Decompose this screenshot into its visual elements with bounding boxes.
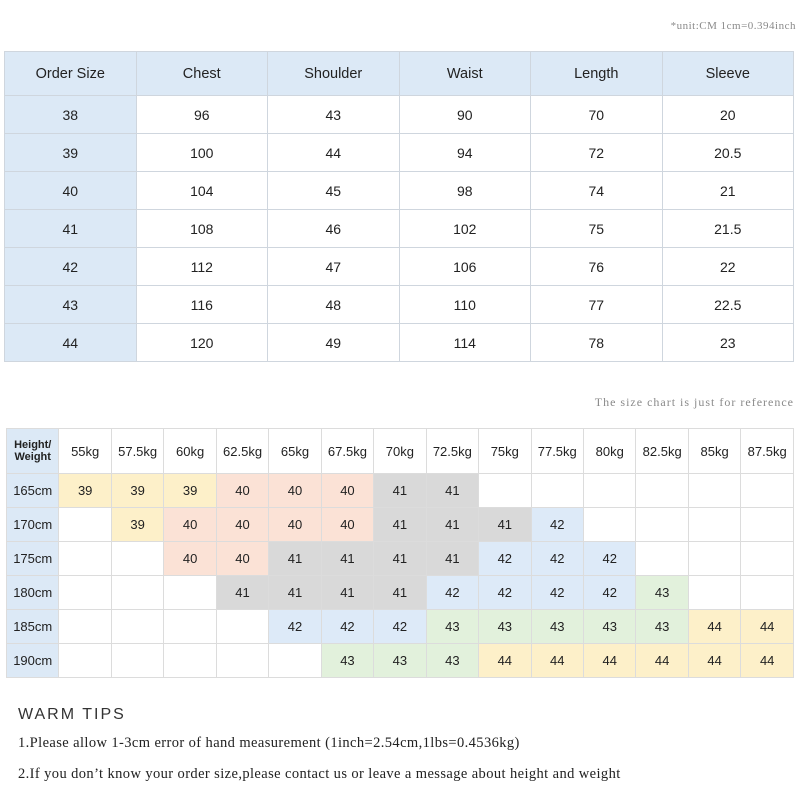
size-recommendation-cell: 43 bbox=[636, 576, 688, 610]
hw-table-row bbox=[7, 542, 794, 576]
size-recommendation-cell: 43 bbox=[531, 610, 583, 644]
size-recommendation-cell: 43 bbox=[374, 644, 426, 678]
measurement-cell: 70 bbox=[531, 96, 663, 134]
measurement-cell: 22.5 bbox=[662, 286, 794, 324]
size-recommendation-cell: 44 bbox=[479, 644, 531, 678]
measurement-cell: 90 bbox=[399, 96, 531, 134]
measurement-cell: 114 bbox=[399, 324, 531, 362]
measurement-cell: 72 bbox=[531, 134, 663, 172]
height-label-cell: 190cm bbox=[7, 644, 59, 678]
warm-tips-title: WARM TIPS bbox=[18, 706, 126, 723]
size-recommendation-cell bbox=[531, 474, 583, 508]
size-recommendation-cell: 41 bbox=[426, 474, 478, 508]
measurement-cell: 22 bbox=[662, 248, 794, 286]
measurement-cell: 106 bbox=[399, 248, 531, 286]
size-recommendation-cell bbox=[688, 576, 740, 610]
height-label-cell: 185cm bbox=[7, 610, 59, 644]
hw-table-row bbox=[7, 508, 794, 542]
size-recommendation-cell bbox=[59, 508, 111, 542]
weight-header-cell: 80kg bbox=[583, 429, 635, 474]
measurement-cell: 78 bbox=[531, 324, 663, 362]
size-table-row bbox=[5, 324, 794, 362]
measurement-cell: 44 bbox=[268, 134, 400, 172]
size-recommendation-cell: 44 bbox=[741, 610, 794, 644]
measurement-cell: 46 bbox=[268, 210, 400, 248]
size-recommendation-cell: 40 bbox=[216, 508, 268, 542]
size-recommendation-cell: 41 bbox=[479, 508, 531, 542]
size-recommendation-cell bbox=[741, 542, 794, 576]
hw-table-row bbox=[7, 610, 794, 644]
order-size-cell: 43 bbox=[5, 286, 137, 324]
size-recommendation-cell bbox=[164, 610, 216, 644]
height-label-cell: 180cm bbox=[7, 576, 59, 610]
size-recommendation-cell: 42 bbox=[479, 542, 531, 576]
size-table-row bbox=[5, 172, 794, 210]
size-measurement-table bbox=[4, 51, 794, 362]
size-recommendation-cell: 41 bbox=[216, 576, 268, 610]
size-table-row bbox=[5, 248, 794, 286]
order-size-cell: 41 bbox=[5, 210, 137, 248]
size-recommendation-cell: 40 bbox=[216, 542, 268, 576]
order-size-cell: 40 bbox=[5, 172, 137, 210]
size-recommendation-cell bbox=[59, 576, 111, 610]
hw-table-row bbox=[7, 474, 794, 508]
size-table-row bbox=[5, 210, 794, 248]
measurement-cell: 94 bbox=[399, 134, 531, 172]
size-recommendation-cell bbox=[636, 474, 688, 508]
measurement-cell: 76 bbox=[531, 248, 663, 286]
header-waist: Waist bbox=[399, 52, 531, 96]
measurement-cell: 77 bbox=[531, 286, 663, 324]
size-recommendation-cell: 41 bbox=[426, 508, 478, 542]
size-table-row bbox=[5, 134, 794, 172]
header-sleeve: Sleeve bbox=[662, 52, 794, 96]
weight-header-cell: 55kg bbox=[59, 429, 111, 474]
size-recommendation-cell bbox=[741, 576, 794, 610]
size-recommendation-cell: 40 bbox=[164, 508, 216, 542]
weight-header-cell: 85kg bbox=[688, 429, 740, 474]
size-recommendation-cell: 43 bbox=[583, 610, 635, 644]
size-recommendation-cell bbox=[111, 542, 163, 576]
size-recommendation-cell: 43 bbox=[321, 644, 373, 678]
size-recommendation-cell: 43 bbox=[479, 610, 531, 644]
weight-header-cell: 62.5kg bbox=[216, 429, 268, 474]
height-weight-table bbox=[6, 428, 794, 678]
measurement-cell: 100 bbox=[136, 134, 268, 172]
size-recommendation-cell: 42 bbox=[321, 610, 373, 644]
size-recommendation-cell: 40 bbox=[164, 542, 216, 576]
size-recommendation-cell bbox=[583, 474, 635, 508]
size-recommendation-cell: 42 bbox=[531, 542, 583, 576]
header-length: Length bbox=[531, 52, 663, 96]
size-recommendation-cell bbox=[111, 644, 163, 678]
measurement-cell: 112 bbox=[136, 248, 268, 286]
size-recommendation-cell: 44 bbox=[688, 610, 740, 644]
measurement-cell: 108 bbox=[136, 210, 268, 248]
height-label-cell: 170cm bbox=[7, 508, 59, 542]
weight-header-cell: 77.5kg bbox=[531, 429, 583, 474]
measurement-cell: 74 bbox=[531, 172, 663, 210]
measurement-cell: 21.5 bbox=[662, 210, 794, 248]
order-size-cell: 38 bbox=[5, 96, 137, 134]
size-recommendation-cell: 39 bbox=[164, 474, 216, 508]
size-recommendation-cell bbox=[111, 610, 163, 644]
size-recommendation-cell bbox=[216, 610, 268, 644]
size-recommendation-cell bbox=[741, 474, 794, 508]
measurement-cell: 110 bbox=[399, 286, 531, 324]
hw-corner-label: Height/ Weight bbox=[7, 429, 59, 474]
size-table-row bbox=[5, 96, 794, 134]
size-recommendation-cell: 42 bbox=[426, 576, 478, 610]
size-recommendation-cell: 39 bbox=[111, 508, 163, 542]
weight-header-cell: 70kg bbox=[374, 429, 426, 474]
size-recommendation-cell: 43 bbox=[426, 610, 478, 644]
size-recommendation-cell bbox=[636, 542, 688, 576]
weight-header-cell: 87.5kg bbox=[741, 429, 794, 474]
warm-tip-1: 1.Please allow 1-3cm error of hand measurement (1inch=2.54cm,1lbs=0.4536kg) bbox=[18, 735, 520, 751]
reference-note: The size chart is just for reference bbox=[594, 395, 794, 409]
measurement-cell: 47 bbox=[268, 248, 400, 286]
hw-table-row bbox=[7, 576, 794, 610]
size-recommendation-cell: 44 bbox=[741, 644, 794, 678]
hw-table-header-row bbox=[7, 429, 794, 474]
size-recommendation-cell: 39 bbox=[59, 474, 111, 508]
size-recommendation-cell: 41 bbox=[374, 576, 426, 610]
height-label-cell: 175cm bbox=[7, 542, 59, 576]
size-recommendation-cell: 39 bbox=[111, 474, 163, 508]
size-recommendation-cell: 42 bbox=[479, 576, 531, 610]
size-recommendation-cell: 42 bbox=[583, 576, 635, 610]
size-recommendation-cell: 42 bbox=[531, 508, 583, 542]
measurement-cell: 75 bbox=[531, 210, 663, 248]
size-recommendation-cell: 41 bbox=[321, 576, 373, 610]
weight-header-cell: 72.5kg bbox=[426, 429, 478, 474]
size-recommendation-cell: 40 bbox=[216, 474, 268, 508]
header-shoulder: Shoulder bbox=[268, 52, 400, 96]
measurement-cell: 23 bbox=[662, 324, 794, 362]
size-recommendation-cell: 41 bbox=[374, 508, 426, 542]
header-order-size: Order Size bbox=[5, 52, 137, 96]
size-recommendation-cell: 42 bbox=[269, 610, 321, 644]
measurement-cell: 48 bbox=[268, 286, 400, 324]
order-size-cell: 39 bbox=[5, 134, 137, 172]
order-size-cell: 44 bbox=[5, 324, 137, 362]
measurement-cell: 49 bbox=[268, 324, 400, 362]
warm-tip-2: 2.If you don’t know your order size,please contact us or leave a message about height and weight bbox=[18, 766, 621, 782]
weight-header-cell: 57.5kg bbox=[111, 429, 163, 474]
measurement-cell: 20.5 bbox=[662, 134, 794, 172]
size-recommendation-cell: 43 bbox=[636, 610, 688, 644]
size-recommendation-cell: 40 bbox=[269, 508, 321, 542]
measurement-cell: 43 bbox=[268, 96, 400, 134]
hw-table-row bbox=[7, 644, 794, 678]
size-table-header-row bbox=[5, 52, 794, 96]
size-recommendation-cell bbox=[583, 508, 635, 542]
measurement-cell: 120 bbox=[136, 324, 268, 362]
size-recommendation-cell bbox=[636, 508, 688, 542]
size-recommendation-cell bbox=[164, 644, 216, 678]
measurement-cell: 20 bbox=[662, 96, 794, 134]
measurement-cell: 21 bbox=[662, 172, 794, 210]
size-recommendation-cell: 42 bbox=[531, 576, 583, 610]
weight-header-cell: 60kg bbox=[164, 429, 216, 474]
size-recommendation-cell bbox=[59, 610, 111, 644]
size-recommendation-cell bbox=[269, 644, 321, 678]
measurement-cell: 102 bbox=[399, 210, 531, 248]
size-recommendation-cell: 40 bbox=[321, 474, 373, 508]
weight-header-cell: 65kg bbox=[269, 429, 321, 474]
size-recommendation-cell: 44 bbox=[531, 644, 583, 678]
size-recommendation-cell: 44 bbox=[583, 644, 635, 678]
size-recommendation-cell: 41 bbox=[374, 474, 426, 508]
size-recommendation-cell: 41 bbox=[374, 542, 426, 576]
measurement-cell: 45 bbox=[268, 172, 400, 210]
size-recommendation-cell: 40 bbox=[321, 508, 373, 542]
size-recommendation-cell: 41 bbox=[269, 542, 321, 576]
size-recommendation-cell bbox=[111, 576, 163, 610]
size-recommendation-cell: 41 bbox=[426, 542, 478, 576]
size-recommendation-cell bbox=[688, 508, 740, 542]
size-recommendation-cell bbox=[59, 542, 111, 576]
size-recommendation-cell bbox=[688, 474, 740, 508]
size-recommendation-cell: 40 bbox=[269, 474, 321, 508]
weight-header-cell: 67.5kg bbox=[321, 429, 373, 474]
measurement-cell: 96 bbox=[136, 96, 268, 134]
weight-header-cell: 75kg bbox=[479, 429, 531, 474]
size-recommendation-cell bbox=[741, 508, 794, 542]
size-recommendation-cell: 44 bbox=[688, 644, 740, 678]
size-recommendation-cell: 41 bbox=[321, 542, 373, 576]
size-recommendation-cell bbox=[688, 542, 740, 576]
size-recommendation-cell bbox=[479, 474, 531, 508]
size-recommendation-cell: 42 bbox=[583, 542, 635, 576]
height-label-cell: 165cm bbox=[7, 474, 59, 508]
unit-note: *unit:CM 1cm=0.394inch bbox=[670, 20, 796, 32]
size-recommendation-cell: 42 bbox=[374, 610, 426, 644]
order-size-cell: 42 bbox=[5, 248, 137, 286]
size-table-row bbox=[5, 286, 794, 324]
size-recommendation-cell bbox=[59, 644, 111, 678]
measurement-cell: 98 bbox=[399, 172, 531, 210]
measurement-cell: 104 bbox=[136, 172, 268, 210]
size-recommendation-cell: 41 bbox=[269, 576, 321, 610]
weight-header-cell: 82.5kg bbox=[636, 429, 688, 474]
size-recommendation-cell bbox=[164, 576, 216, 610]
size-recommendation-cell bbox=[216, 644, 268, 678]
header-chest: Chest bbox=[136, 52, 268, 96]
size-recommendation-cell: 44 bbox=[636, 644, 688, 678]
measurement-cell: 116 bbox=[136, 286, 268, 324]
size-recommendation-cell: 43 bbox=[426, 644, 478, 678]
